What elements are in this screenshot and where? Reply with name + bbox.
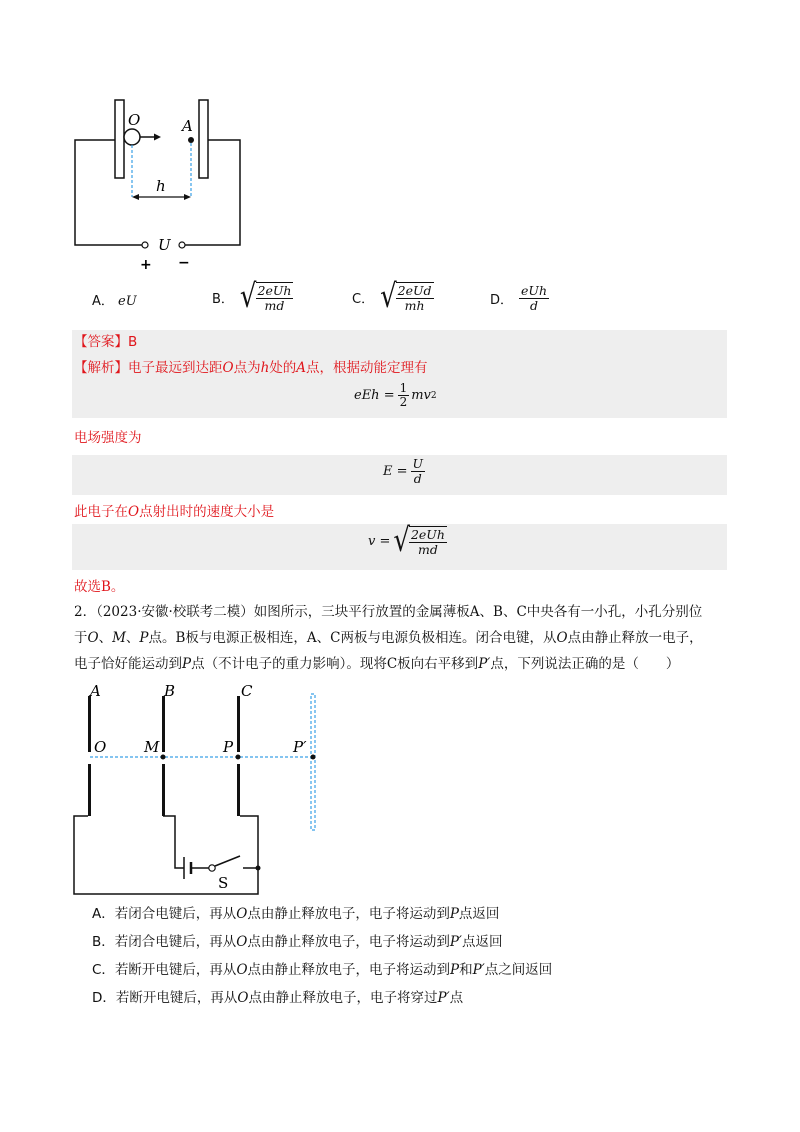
plate-C-bottom <box>237 764 240 816</box>
equation-1: eEh = $\frac{1}{2}$ mv 2 <box>354 381 437 410</box>
analysis-tag: 【解析】 <box>74 360 128 376</box>
answer-tag: 【答案】 <box>74 334 128 350</box>
label-plate-B: B <box>164 682 176 700</box>
label-point-P: P <box>223 738 234 756</box>
equation-3: v = √ $\frac{\text{2eUh}}{md}$ <box>368 522 445 560</box>
answer-value: B <box>128 334 138 350</box>
q1-option-c <box>352 278 434 316</box>
q1-option-b <box>212 278 293 316</box>
q1-option-a <box>92 290 137 309</box>
q2-stem-line-2: 于O、M、P点。B板与电源正极相连，A、C两板与电源负极相连。闭合电键，从O点由静止释放一电子， <box>74 630 703 646</box>
label-minus: − <box>178 255 190 271</box>
switch-contact <box>209 865 215 871</box>
plate-B-top <box>162 696 165 752</box>
label-h: h <box>156 177 166 195</box>
label-point-O: O <box>94 738 107 756</box>
radical-sign-icon: √ <box>393 522 410 560</box>
q2-stem-line-1: 2．（2023·安徽·校联考二模）如图所示，三块平行放置的金属薄板A、B、C中央各有一小孔，小孔分别位 <box>74 604 703 620</box>
fraction-denominator: mh <box>404 297 425 313</box>
plate-left <box>115 100 124 178</box>
wire-C <box>240 816 258 868</box>
option-letter: A． <box>92 294 114 309</box>
velocity-arrowhead <box>154 134 161 141</box>
sqrt-expr <box>380 278 433 316</box>
field-strength-label: 电场强度为 <box>74 430 142 446</box>
wire-A <box>74 816 258 894</box>
plate-A-top <box>88 696 91 752</box>
h-arrow-right-head <box>184 194 191 200</box>
plate-A-bottom <box>88 764 91 816</box>
q2-option-b: B．若闭合电键后，再从O点由静止释放电子，电子将运动到P′点返回 <box>92 934 503 950</box>
label-A: A <box>182 117 193 135</box>
plate-C-top <box>237 696 240 752</box>
fraction-numerator: 2eUh <box>257 283 292 298</box>
radical-sign-icon: √ <box>380 278 397 316</box>
radical-sign-icon: √ <box>239 278 257 316</box>
label-point-M: M <box>144 738 160 756</box>
equation-2: E = $\frac{U}{d}$ <box>383 456 424 486</box>
conclusion-line: 故选B。 <box>74 579 125 595</box>
fraction-denominator: d <box>530 297 539 313</box>
option-expr: eU <box>118 294 137 309</box>
fraction-numerator: 2eUd <box>397 283 432 298</box>
option-letter: D． <box>490 292 514 308</box>
point-A-dot <box>188 137 194 143</box>
terminal-negative <box>179 242 185 248</box>
wire-B <box>163 816 184 868</box>
q1-option-d <box>490 284 549 313</box>
speed-line: 此电子在O点射出时的速度大小是 <box>74 504 275 520</box>
label-O: O <box>128 111 141 129</box>
option-letter: B． <box>212 291 234 307</box>
label-U: U <box>158 236 171 254</box>
option-letter: C． <box>352 291 375 307</box>
switch-lever <box>215 856 240 866</box>
point-M-dot <box>161 755 166 760</box>
point-Pp-dot <box>311 755 316 760</box>
sqrt-expr <box>239 278 294 316</box>
h-arrow-left-head <box>132 194 139 200</box>
terminal-positive <box>142 242 148 248</box>
point-P-dot <box>236 755 241 760</box>
wire-right <box>184 140 240 245</box>
switch-junction-dot <box>256 866 261 871</box>
fraction-numerator: eUh <box>521 283 547 298</box>
plate-right <box>199 100 208 178</box>
label-plus: + <box>140 257 152 273</box>
q2-option-a: A．若闭合电键后，再从O点由静止释放电子，电子将运动到P点返回 <box>92 906 500 922</box>
label-switch-S: S <box>218 874 229 892</box>
plate-B-bottom <box>162 764 165 816</box>
answer-line <box>74 332 137 352</box>
label-plate-A: A <box>90 682 101 700</box>
label-plate-C: C <box>241 682 253 700</box>
figure-1-circuit <box>60 95 260 275</box>
figure-2-circuit <box>60 680 340 900</box>
q2-stem-line-3: 电子恰好能运动到P点（不计电子的重力影响）。现将C板向右平移到P′点，下列说法正确的是（ ） <box>74 656 680 672</box>
electron-circle <box>124 129 140 145</box>
q2-option-c: C．若断开电键后，再从O点由静止释放电子，电子将运动到P和P′点之间返回 <box>92 962 553 978</box>
q2-option-d: D．若断开电键后，再从O点由静止释放电子，电子将穿过P′点 <box>92 990 464 1006</box>
plate-C-shifted-dashed <box>311 694 315 830</box>
label-point-Pp: P′ <box>293 738 307 756</box>
fraction-denominator: md <box>264 297 285 313</box>
analysis-line: 【解析】电子最远到达距O点为h处的A点，根据动能定理有 <box>74 360 428 376</box>
